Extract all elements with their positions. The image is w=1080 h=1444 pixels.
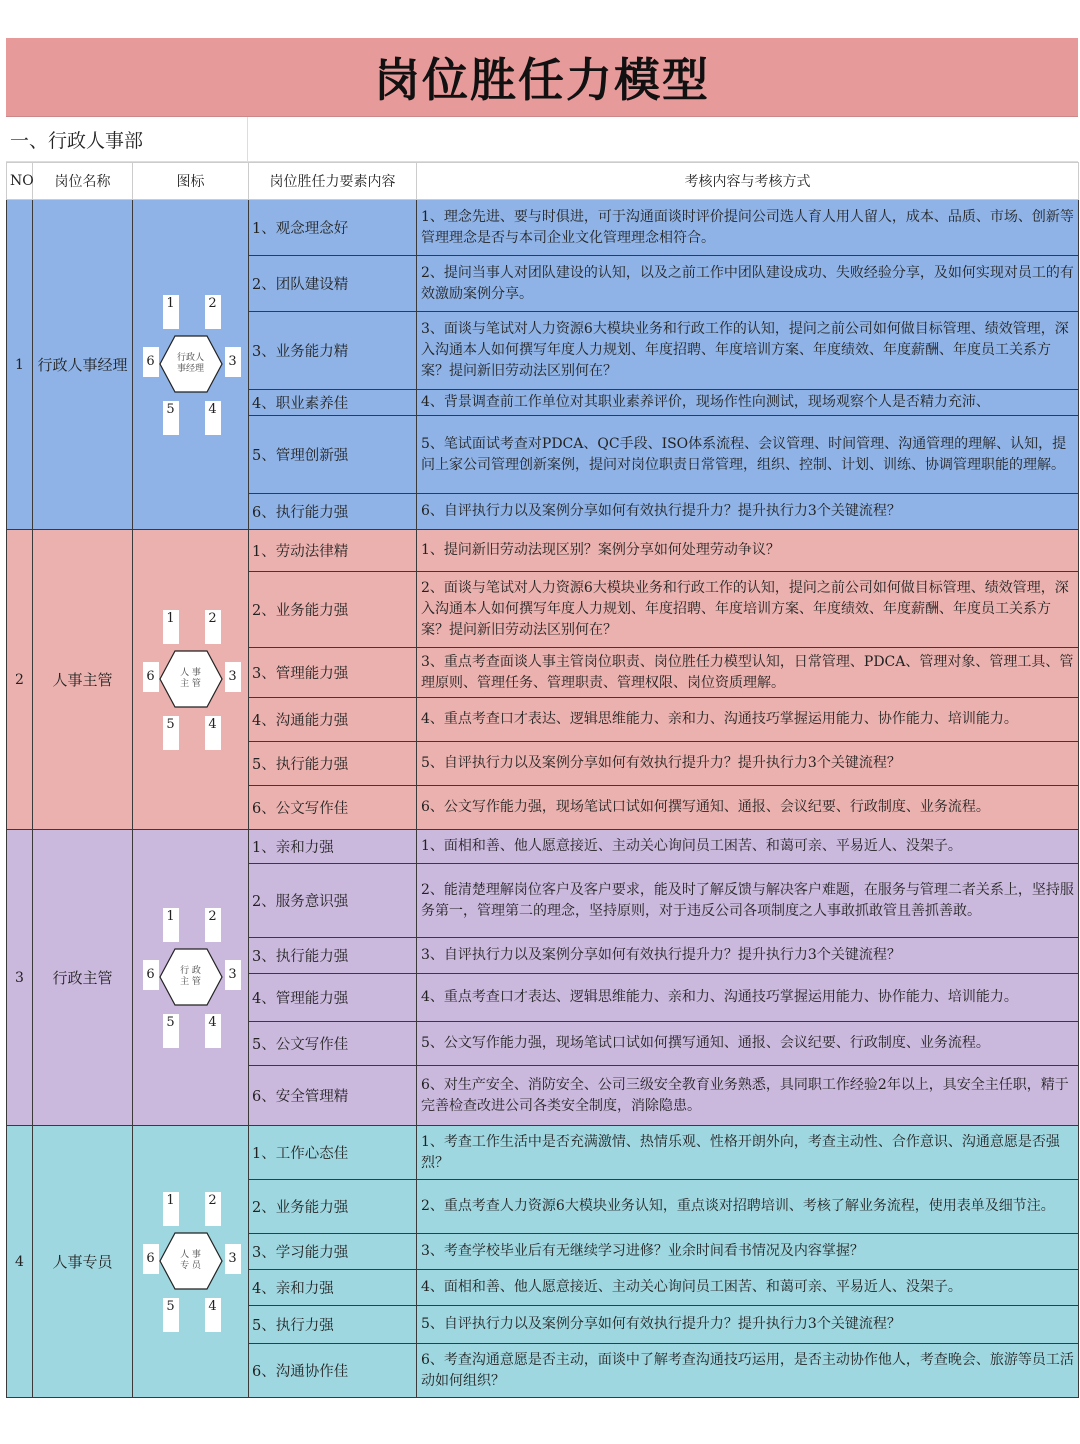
competency-element: 3、执行能力强 bbox=[249, 938, 417, 974]
competency-element: 4、管理能力强 bbox=[249, 974, 417, 1022]
hexagon-label-line2: 主 管 bbox=[180, 976, 201, 987]
table-row bbox=[7, 830, 1079, 864]
assessment-description: 5、笔试面试考查对PDCA、QC手段、ISO体系流程、会议管理、时间管理、沟通管理的理解、认知，提问上家公司管理创新案例，提问对岗位职责日常管理，组织、控制、计划、训练、协调管理职能的理解。 bbox=[417, 416, 1079, 494]
assessment-description: 6、对生产安全、消防安全、公司三级安全教育业务熟悉，具同职工作经验2年以上，具安全主任职，精于完善检查改进公司各类安全制度，消除隐患。 bbox=[417, 1066, 1079, 1126]
hexagon-number-6: 6 bbox=[143, 662, 159, 692]
hexagon-icon bbox=[159, 650, 223, 708]
assessment-description: 1、提问新旧劳动法现区别？案例分享如何处理劳动争议？ bbox=[417, 530, 1079, 572]
hexagon-number-3: 3 bbox=[225, 1244, 241, 1274]
hexagon-number-4: 4 bbox=[205, 1014, 221, 1048]
header-icon: 图标 bbox=[133, 163, 249, 200]
assessment-description: 3、自评执行力以及案例分享如何有效执行提升力？提升执行力3个关键流程？ bbox=[417, 938, 1079, 974]
hexagon-icon bbox=[159, 335, 223, 393]
hexagon-label-line2: 主 管 bbox=[180, 678, 201, 689]
hexagon-number-4: 4 bbox=[205, 401, 221, 435]
hexagon-number-2: 2 bbox=[205, 908, 221, 942]
hexagon-label bbox=[159, 335, 223, 393]
assessment-description: 3、考查学校毕业后有无继续学习进修？业余时间看书情况及内容掌握？ bbox=[417, 1234, 1079, 1270]
hexagon-number-4: 4 bbox=[205, 1298, 221, 1332]
hexagon-number-1: 1 bbox=[163, 610, 179, 644]
competency-element: 1、劳动法律精 bbox=[249, 530, 417, 572]
assessment-description: 1、面相和善、他人愿意接近、主动关心询问员工困苦、和蔼可亲、平易近人、没架子。 bbox=[417, 830, 1079, 864]
row-number: 3 bbox=[7, 830, 33, 1126]
hexagon-label-line1: 人 事 bbox=[180, 1249, 201, 1260]
competency-element: 6、执行能力强 bbox=[249, 494, 417, 530]
hexagon-number-6: 6 bbox=[143, 1244, 159, 1274]
competency-element: 2、服务意识强 bbox=[249, 864, 417, 938]
row-number: 4 bbox=[7, 1126, 33, 1398]
competency-element: 6、公文写作佳 bbox=[249, 786, 417, 830]
header-assessment: 考核内容与考核方式 bbox=[417, 163, 1079, 200]
hexagon-number-6: 6 bbox=[143, 347, 159, 377]
hexagon-number-6: 6 bbox=[143, 960, 159, 990]
assessment-description: 2、面谈与笔试对人力资源6大模块业务和行政工作的认知，提问之前公司如何做目标管理、绩效管理，深入沟通本人如何撰写年度人力规划、年度招聘、年度培训方案、年度绩效、年度薪酬、年度员工关系方案？提问新旧劳动法区别何在？ bbox=[417, 572, 1079, 648]
spreadsheet bbox=[6, 38, 1078, 1398]
competency-element: 5、公文写作佳 bbox=[249, 1022, 417, 1066]
hexagon-number-4: 4 bbox=[205, 716, 221, 750]
competency-element: 3、学习能力强 bbox=[249, 1234, 417, 1270]
competency-element: 2、团队建设精 bbox=[249, 256, 417, 312]
assessment-description: 4、面相和善、他人愿意接近、主动关心询问员工困苦、和蔼可亲、平易近人、没架子。 bbox=[417, 1270, 1079, 1306]
table-row bbox=[7, 530, 1079, 572]
hexagon-number-1: 1 bbox=[163, 908, 179, 942]
assessment-description: 5、自评执行力以及案例分享如何有效执行提升力？提升执行力3个关键流程？ bbox=[417, 1306, 1079, 1344]
position-name: 人事主管 bbox=[33, 530, 133, 830]
hexagon-number-2: 2 bbox=[205, 295, 221, 329]
department-label: 一、行政人事部 bbox=[6, 117, 248, 161]
assessment-description: 1、考查工作生活中是否充满激情、热情乐观、性格开朗外向，考查主动性、合作意识、沟通意愿是否强烈？ bbox=[417, 1126, 1079, 1180]
header-elements: 岗位胜任力要素内容 bbox=[249, 163, 417, 200]
assessment-description: 4、重点考查口才表达、逻辑思维能力、亲和力、沟通技巧掌握运用能力、协作能力、培训能力。 bbox=[417, 698, 1079, 742]
header-position: 岗位名称 bbox=[33, 163, 133, 200]
hexagon-number-5: 5 bbox=[163, 1298, 179, 1332]
hexagon-label-line1: 行政人 bbox=[176, 352, 204, 363]
hexagon-number-5: 5 bbox=[163, 1014, 179, 1048]
hexagon-model-icon bbox=[133, 830, 249, 1126]
hexagon-number-3: 3 bbox=[225, 662, 241, 692]
hexagon-icon bbox=[159, 948, 223, 1006]
header-no: NO bbox=[7, 163, 33, 200]
position-name: 行政主管 bbox=[33, 830, 133, 1126]
assessment-description: 3、面谈与笔试对人力资源6大模块业务和行政工作的认知，提问之前公司如何做目标管理、绩效管理，深入沟通本人如何撰写年度人力规划、年度招聘、年度培训方案、年度绩效、年度薪酬、年度员工关系方案？提问新旧劳动法区别何在？ bbox=[417, 312, 1079, 390]
assessment-description: 2、提问当事人对团队建设的认知，以及之前工作中团队建设成功、失败经验分享，及如何实现对员工的有效激励案例分享。 bbox=[417, 256, 1079, 312]
assessment-description: 4、背景调查前工作单位对其职业素养评价，现场作性向测试，现场观察个人是否精力充沛、 bbox=[417, 390, 1079, 416]
header-row bbox=[7, 163, 1079, 200]
title-bar bbox=[6, 38, 1078, 117]
hexagon-model-icon bbox=[133, 200, 249, 530]
assessment-description: 1、理念先进、要与时俱进，可于沟通面谈时评价提问公司选人育人用人留人，成本、品质、市场、创新等管理理念是否与本司企业文化管理理念相符合。 bbox=[417, 200, 1079, 256]
competency-element: 6、沟通协作佳 bbox=[249, 1344, 417, 1398]
assessment-description: 3、重点考查面谈人事主管岗位职责、岗位胜任力模型认知，日常管理、PDCA、管理对象、管理工具、管理原则、管理任务、管理职责、管理权限、岗位资质理解。 bbox=[417, 648, 1079, 698]
table-row bbox=[7, 200, 1079, 256]
hexagon-label-line1: 行 政 bbox=[180, 965, 201, 976]
hexagon-number-5: 5 bbox=[163, 716, 179, 750]
position-name: 行政人事经理 bbox=[33, 200, 133, 530]
hexagon-model-icon bbox=[133, 530, 249, 830]
hexagon-icon bbox=[159, 1232, 223, 1290]
competency-element: 1、工作心态佳 bbox=[249, 1126, 417, 1180]
row-number: 2 bbox=[7, 530, 33, 830]
assessment-description: 2、能清楚理解岗位客户及客户要求，能及时了解反馈与解决客户难题，在服务与管理二者关系上，坚持服务第一，管理第二的理念，坚持原则，对于违反公司各项制度之人事敢抓敢管且善抓善敢。 bbox=[417, 864, 1079, 938]
hexagon-number-2: 2 bbox=[205, 1192, 221, 1226]
competency-element: 1、亲和力强 bbox=[249, 830, 417, 864]
competency-element: 2、业务能力强 bbox=[249, 1180, 417, 1234]
competency-element: 1、观念理念好 bbox=[249, 200, 417, 256]
competency-table bbox=[6, 162, 1079, 1398]
assessment-description: 6、考查沟通意愿是否主动，面谈中了解考查沟通技巧运用，是否主动协作他人，考查晚会、旅游等员工活动如何组织？ bbox=[417, 1344, 1079, 1398]
hexagon-label-line2: 事经理 bbox=[176, 363, 204, 374]
hexagon-label-line1: 人 事 bbox=[180, 667, 201, 678]
hexagon-model-icon bbox=[133, 1126, 249, 1398]
hexagon-number-1: 1 bbox=[163, 1192, 179, 1226]
competency-element: 5、执行能力强 bbox=[249, 742, 417, 786]
assessment-description: 6、公文写作能力强，现场笔试口试如何撰写通知、通报、会议纪要、行政制度、业务流程。 bbox=[417, 786, 1079, 830]
hexagon-number-5: 5 bbox=[163, 401, 179, 435]
competency-element: 5、执行力强 bbox=[249, 1306, 417, 1344]
competency-element: 6、安全管理精 bbox=[249, 1066, 417, 1126]
assessment-description: 5、自评执行力以及案例分享如何有效执行提升力？提升执行力3个关键流程？ bbox=[417, 742, 1079, 786]
assessment-description: 4、重点考查口才表达、逻辑思维能力、亲和力、沟通技巧掌握运用能力、协作能力、培训能力。 bbox=[417, 974, 1079, 1022]
row-number: 1 bbox=[7, 200, 33, 530]
assessment-description: 5、公文写作能力强，现场笔试口试如何撰写通知、通报、会议纪要、行政制度、业务流程。 bbox=[417, 1022, 1079, 1066]
page-title: 岗位胜任力模型 bbox=[374, 53, 710, 107]
hexagon-number-2: 2 bbox=[205, 610, 221, 644]
competency-element: 2、业务能力强 bbox=[249, 572, 417, 648]
department-row bbox=[6, 117, 1078, 162]
hexagon-number-3: 3 bbox=[225, 347, 241, 377]
competency-element: 3、业务能力精 bbox=[249, 312, 417, 390]
competency-element: 5、管理创新强 bbox=[249, 416, 417, 494]
assessment-description: 2、重点考查人力资源6大模块业务认知，重点谈对招聘培训、考核了解业务流程，使用表单及细节注。 bbox=[417, 1180, 1079, 1234]
hexagon-number-3: 3 bbox=[225, 960, 241, 990]
position-name: 人事专员 bbox=[33, 1126, 133, 1398]
hexagon-number-1: 1 bbox=[163, 295, 179, 329]
assessment-description: 6、自评执行力以及案例分享如何有效执行提升力？提升执行力3个关键流程？ bbox=[417, 494, 1079, 530]
competency-element: 4、职业素养佳 bbox=[249, 390, 417, 416]
hexagon-label-line2: 专 员 bbox=[180, 1260, 201, 1271]
hexagon-label bbox=[159, 650, 223, 708]
competency-element: 3、管理能力强 bbox=[249, 648, 417, 698]
competency-element: 4、亲和力强 bbox=[249, 1270, 417, 1306]
table-row bbox=[7, 1126, 1079, 1180]
hexagon-label bbox=[159, 948, 223, 1006]
competency-element: 4、沟通能力强 bbox=[249, 698, 417, 742]
hexagon-label bbox=[159, 1232, 223, 1290]
